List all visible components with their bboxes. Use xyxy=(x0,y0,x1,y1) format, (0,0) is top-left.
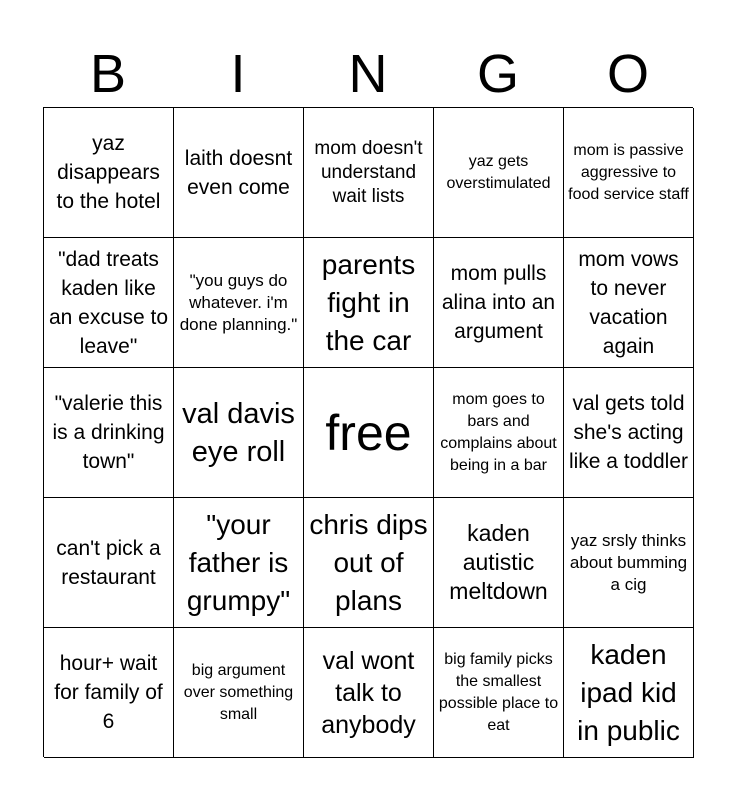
bingo-cell-3-2[interactable] xyxy=(174,368,304,498)
bingo-cell-1-3[interactable] xyxy=(304,108,434,238)
cell-text: mom doesn't understand wait lists xyxy=(314,137,423,207)
cell-text: big argument over something small xyxy=(183,661,294,723)
header-letter-o: O xyxy=(606,44,649,104)
cell-text: yaz srsly thinks about bumming a cig xyxy=(569,530,688,594)
bingo-cell-5-1[interactable] xyxy=(44,628,174,758)
header-letter-n: N xyxy=(348,44,388,104)
bingo-cell-5-3[interactable] xyxy=(304,628,434,758)
bingo-cell-4-3[interactable] xyxy=(304,498,434,628)
cell-text: chris dips out of plans xyxy=(309,508,428,616)
bingo-cell-3-5[interactable] xyxy=(564,368,694,498)
bingo-cell-2-2[interactable] xyxy=(174,238,304,368)
cell-text: "dad treats kaden like an excuse to leave" xyxy=(48,247,169,358)
cell-text: mom pulls alina into an argument xyxy=(441,262,556,343)
cell-text: yaz gets overstimulated xyxy=(446,152,551,192)
bingo-cell-5-2[interactable] xyxy=(174,628,304,758)
cell-text: can't pick a restaurant xyxy=(56,536,161,589)
cell-text: mom vows to never vacation again xyxy=(578,247,679,358)
cell-text: mom is passive aggressive to food service staff xyxy=(568,141,689,203)
bingo-cell-4-4[interactable] xyxy=(434,498,564,628)
cell-text: "valerie this is a drinking town" xyxy=(52,392,165,473)
bingo-cell-4-1[interactable] xyxy=(44,498,174,628)
bingo-cell-2-4[interactable] xyxy=(434,238,564,368)
bingo-cell-2-3[interactable] xyxy=(304,238,434,368)
cell-text: kaden ipad kid in public xyxy=(577,638,680,746)
bingo-cell-3-1[interactable] xyxy=(44,368,174,498)
bingo-cell-1-1[interactable] xyxy=(44,108,174,238)
bingo-cell-1-4[interactable] xyxy=(434,108,564,238)
bingo-header xyxy=(43,40,693,108)
cell-text: "your father is grumpy" xyxy=(186,508,291,616)
bingo-cell-3-3[interactable] xyxy=(304,368,434,498)
bingo-cell-4-2[interactable] xyxy=(174,498,304,628)
cell-text: parents fight in the car xyxy=(321,248,416,356)
cell-text: val davis eye roll xyxy=(182,397,295,468)
bingo-cell-4-5[interactable] xyxy=(564,498,694,628)
bingo-cell-5-4[interactable] xyxy=(434,628,564,758)
cell-text: val wont talk to anybody xyxy=(321,646,416,739)
cell-text: hour+ wait for family of 6 xyxy=(54,652,163,733)
bingo-grid xyxy=(43,107,693,757)
bingo-cell-1-2[interactable] xyxy=(174,108,304,238)
bingo-cell-5-5[interactable] xyxy=(564,628,694,758)
header-letter-b: B xyxy=(89,44,127,104)
cell-text: laith doesnt even come xyxy=(184,146,293,199)
bingo-cell-1-5[interactable] xyxy=(564,108,694,238)
header-letter-g: G xyxy=(476,44,519,104)
cell-text: big family picks the smallest possible place to eat xyxy=(438,650,559,734)
cell-text: "you guys do whatever. i'm done planning." xyxy=(179,270,298,334)
free-space: free xyxy=(325,404,412,461)
cell-text: val gets told she's acting like a toddler xyxy=(568,392,689,473)
cell-text: mom goes to bars and complains about being in a bar xyxy=(440,390,557,474)
bingo-cell-3-4[interactable] xyxy=(434,368,564,498)
header-letter-i: I xyxy=(230,44,246,104)
cell-text: kaden autistic meltdown xyxy=(449,520,548,604)
cell-text: yaz disappears to the hotel xyxy=(56,132,161,213)
bingo-cell-2-1[interactable] xyxy=(44,238,174,368)
bingo-cell-2-5[interactable] xyxy=(564,238,694,368)
